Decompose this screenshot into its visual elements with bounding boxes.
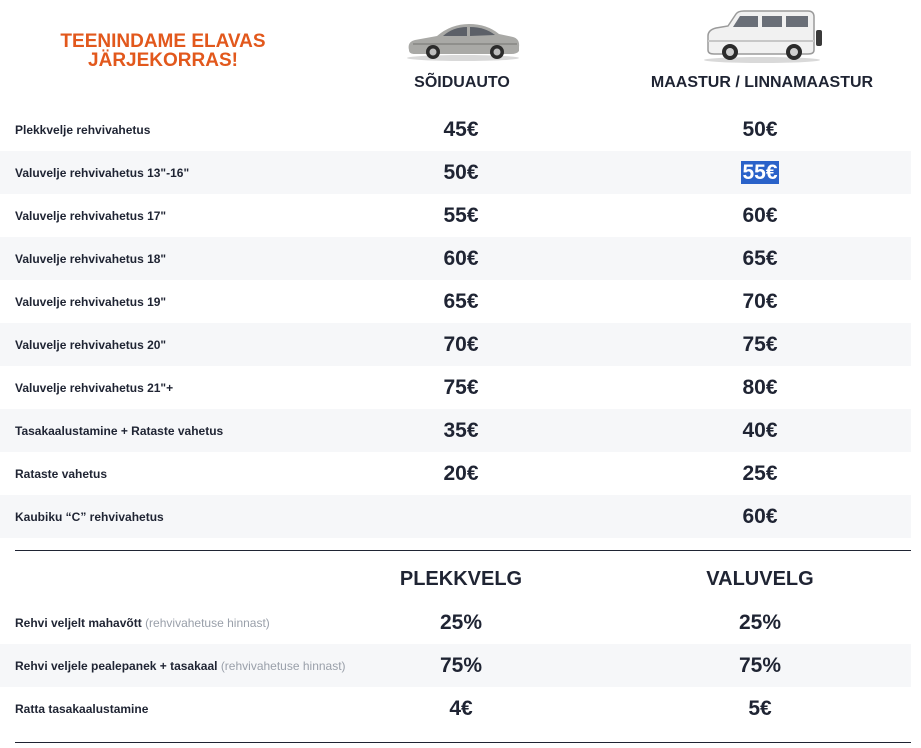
- table-row: [0, 323, 911, 366]
- suv-price: 75€: [742, 333, 778, 356]
- service-price-table: [0, 108, 921, 538]
- table-row: [0, 601, 911, 644]
- car-price: 35€: [443, 419, 479, 442]
- suv-price: 50€: [742, 118, 778, 141]
- valu-price: 25%: [738, 611, 782, 634]
- sedan-car-icon: [403, 20, 523, 62]
- table-row: [0, 151, 911, 194]
- service-label: Valuvelje rehvivahetus 21"+: [15, 381, 174, 395]
- service-label-text: Rehvi veljele pealepanek + tasakaal: [15, 659, 218, 673]
- car-price: 20€: [443, 462, 479, 485]
- promo-line-1: TEENINDAME ELAVAS: [60, 31, 266, 52]
- suv-car-icon: [700, 8, 824, 64]
- price-header: [0, 0, 921, 108]
- car-price: 75€: [443, 376, 479, 399]
- table-row: [0, 644, 911, 687]
- suv-price: 60€: [742, 204, 778, 227]
- service-label-text: Rehvi veljelt mahavõtt: [15, 616, 142, 630]
- table-row: [0, 237, 911, 280]
- service-label: Tasakaalustamine + Rataste vahetus: [15, 424, 224, 438]
- table-row: [0, 366, 911, 409]
- table-row: [0, 194, 911, 237]
- column-title-plekkvelg: PLEKKVELG: [399, 568, 523, 590]
- service-label: Valuvelje rehvivahetus 19": [15, 295, 167, 309]
- service-label: Plekkvelje rehvivahetus: [15, 123, 151, 137]
- selected-text[interactable]: 55€: [742, 161, 778, 184]
- table-row: [0, 280, 911, 323]
- service-label-text: Ratta tasakaalustamine: [15, 702, 149, 716]
- table-row: [0, 452, 911, 495]
- table-row: [0, 409, 911, 452]
- suv-price-selected[interactable]: [700, 161, 820, 185]
- promo-heading: [38, 32, 288, 70]
- suv-price: 40€: [742, 419, 778, 442]
- service-label: Kaubiku “C” rehvivahetus: [15, 510, 164, 524]
- plekk-price: 25%: [439, 611, 483, 634]
- service-note: (rehvivahetuse hinnast): [145, 616, 270, 630]
- table-row: [0, 495, 911, 538]
- service-label: [15, 702, 148, 716]
- rim-service-table: [0, 601, 921, 730]
- service-label: [15, 659, 346, 673]
- service-note: (rehvivahetuse hinnast): [220, 659, 346, 673]
- suv-price: 70€: [742, 290, 778, 313]
- promo-line-2: JÄRJEKORRAS!: [88, 50, 238, 71]
- valu-price: 5€: [748, 697, 772, 720]
- section-divider: [15, 550, 911, 551]
- car-price: 65€: [443, 290, 479, 313]
- column-title-car: SÕIDUAUTO: [414, 74, 510, 91]
- car-price: 70€: [443, 333, 479, 356]
- service-label: Valuvelje rehvivahetus 18": [15, 252, 167, 266]
- suv-price: 80€: [742, 376, 778, 399]
- service-label: Valuvelje rehvivahetus 13"-16": [15, 166, 190, 180]
- car-price: 60€: [443, 247, 479, 270]
- service-label: Rataste vahetus: [15, 467, 108, 481]
- plekk-price: 4€: [449, 697, 473, 720]
- service-label: Valuvelje rehvivahetus 17": [15, 209, 167, 223]
- bottom-divider: [15, 742, 911, 743]
- plekk-price: 75%: [439, 654, 483, 677]
- car-price: 55€: [443, 204, 479, 227]
- service-label: [15, 616, 270, 630]
- suv-price: 60€: [742, 505, 778, 528]
- table-row: [0, 687, 911, 730]
- car-price: 50€: [443, 161, 479, 184]
- suv-price: 25€: [742, 462, 778, 485]
- suv-price: 65€: [742, 247, 778, 270]
- service-label: Valuvelje rehvivahetus 20": [15, 338, 167, 352]
- column-title-suv: MAASTUR / LINNAMAASTUR: [650, 74, 874, 91]
- car-price: 45€: [443, 118, 479, 141]
- column-title-valuvelg: VALUVELG: [706, 568, 814, 590]
- table-row: [0, 108, 911, 151]
- valu-price: 75%: [738, 654, 782, 677]
